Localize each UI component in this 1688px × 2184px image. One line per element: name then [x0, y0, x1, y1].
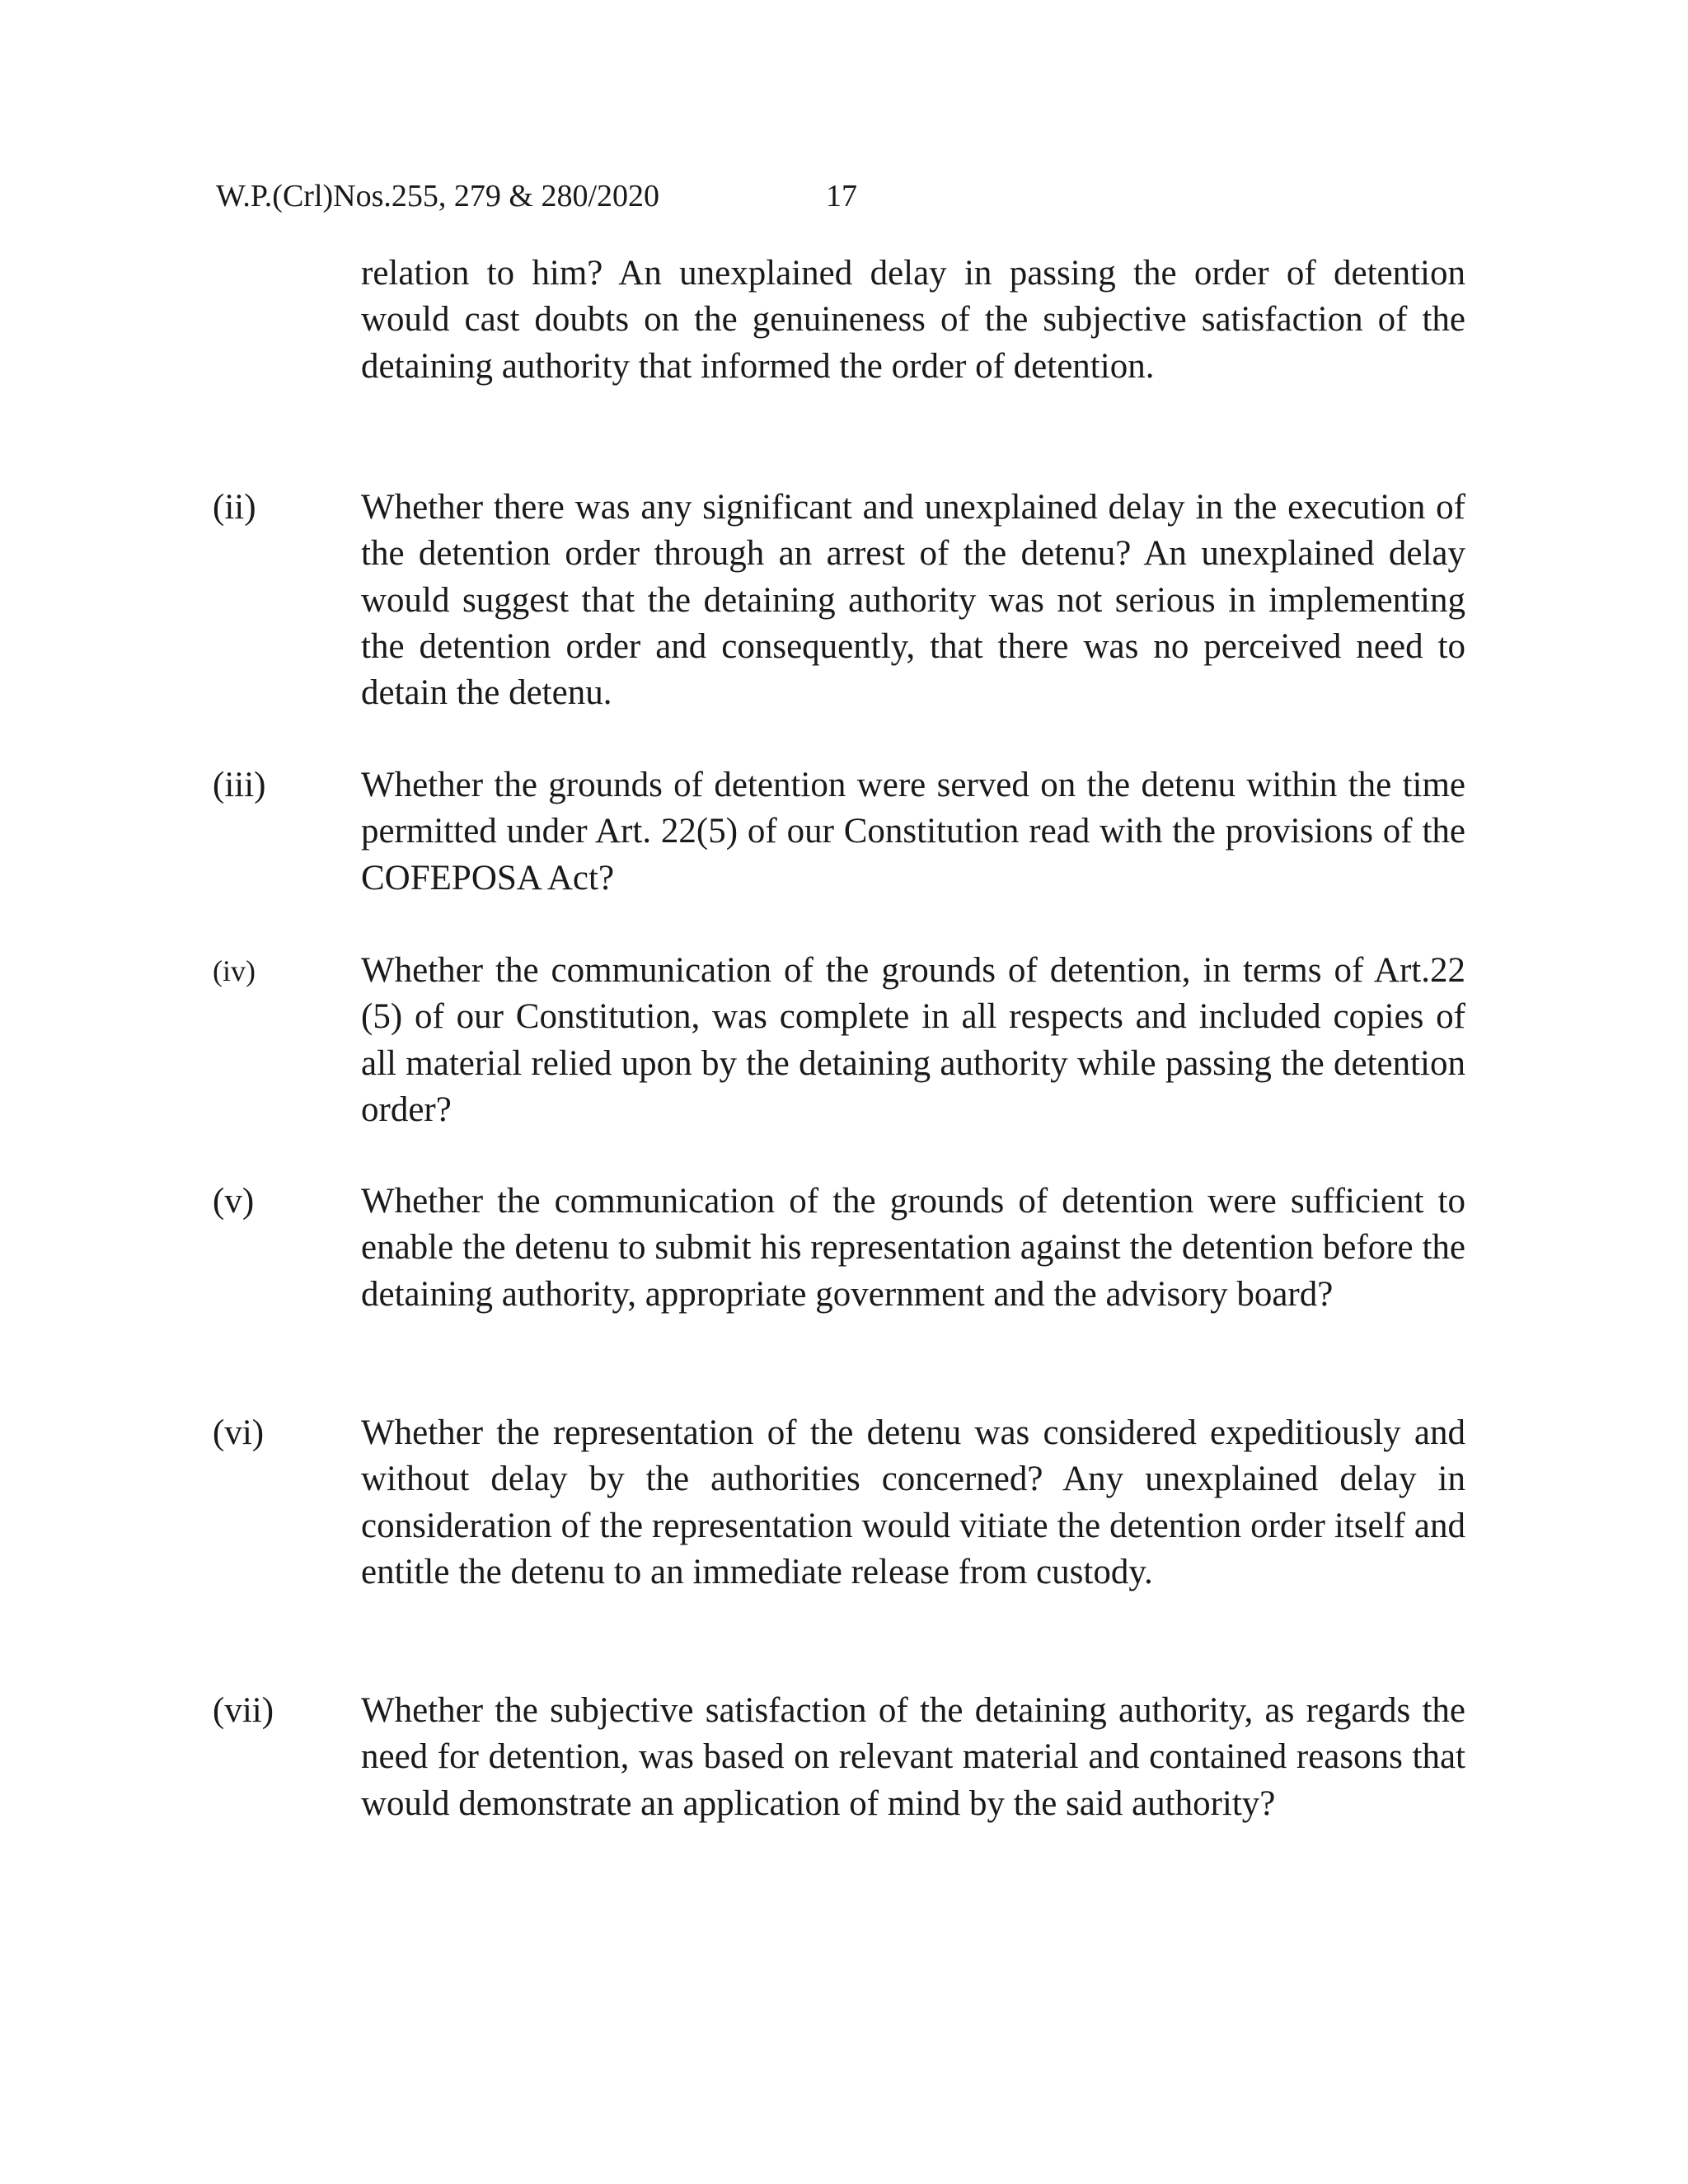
- item-text-iii: Whether the grounds of detention were served on the detenu within the time permitted under Art. 22(5) of our Constitution read with the provisions of the COFEPOSA Act?: [361, 766, 1465, 898]
- page-number: 17: [826, 179, 857, 213]
- item-number-vii: (vii): [213, 1691, 274, 1730]
- item-number-iii: (iii): [213, 766, 266, 804]
- item-number-v: (v): [213, 1182, 255, 1221]
- item-number-ii: (ii): [213, 488, 256, 527]
- item-text-v: Whether the communication of the grounds of detention were sufficient to enable the detenu to submit his representation against the detention before the detaining authority, appropriate government and the advisory board?: [361, 1182, 1465, 1314]
- continuation-paragraph: relation to him? An unexplained delay in passing the order of detention would cast doubts on the genuineness of the subjective satisfaction of the detaining authority that informed the order of detention.: [361, 254, 1465, 386]
- item-text-vii: Whether the subjective satisfaction of the detaining authority, as regards the need for detention, was based on relevant material and contained reasons that would demonstrate an application of mind by the said authority?: [361, 1691, 1465, 1823]
- item-number-vi: (vi): [213, 1413, 265, 1452]
- item-text-ii: Whether there was any significant and unexplained delay in the execution of the detention order through an arrest of the detenu? An unexplained delay would suggest that the detaining authority was not serious in implementing the detention order and consequently, that there was no perceived need to detain the detenu.: [361, 488, 1465, 713]
- case-number: W.P.(Crl)Nos.255, 279 & 280/2020: [216, 179, 660, 213]
- item-text-iv: Whether the communication of the grounds of detention, in terms of Art.22 (5) of our Constitution, was complete in all respects and included copies of all material relied upon by the detaining authority while passing the detention order?: [361, 951, 1465, 1129]
- item-number-iv: (iv): [213, 954, 256, 987]
- item-text-vi: Whether the representation of the detenu was considered expeditiously and without delay by the authorities concerned? Any unexplained delay in consideration of the representation would vitiate the detention order itself and entitle the detenu to an immediate release from custody.: [361, 1413, 1465, 1591]
